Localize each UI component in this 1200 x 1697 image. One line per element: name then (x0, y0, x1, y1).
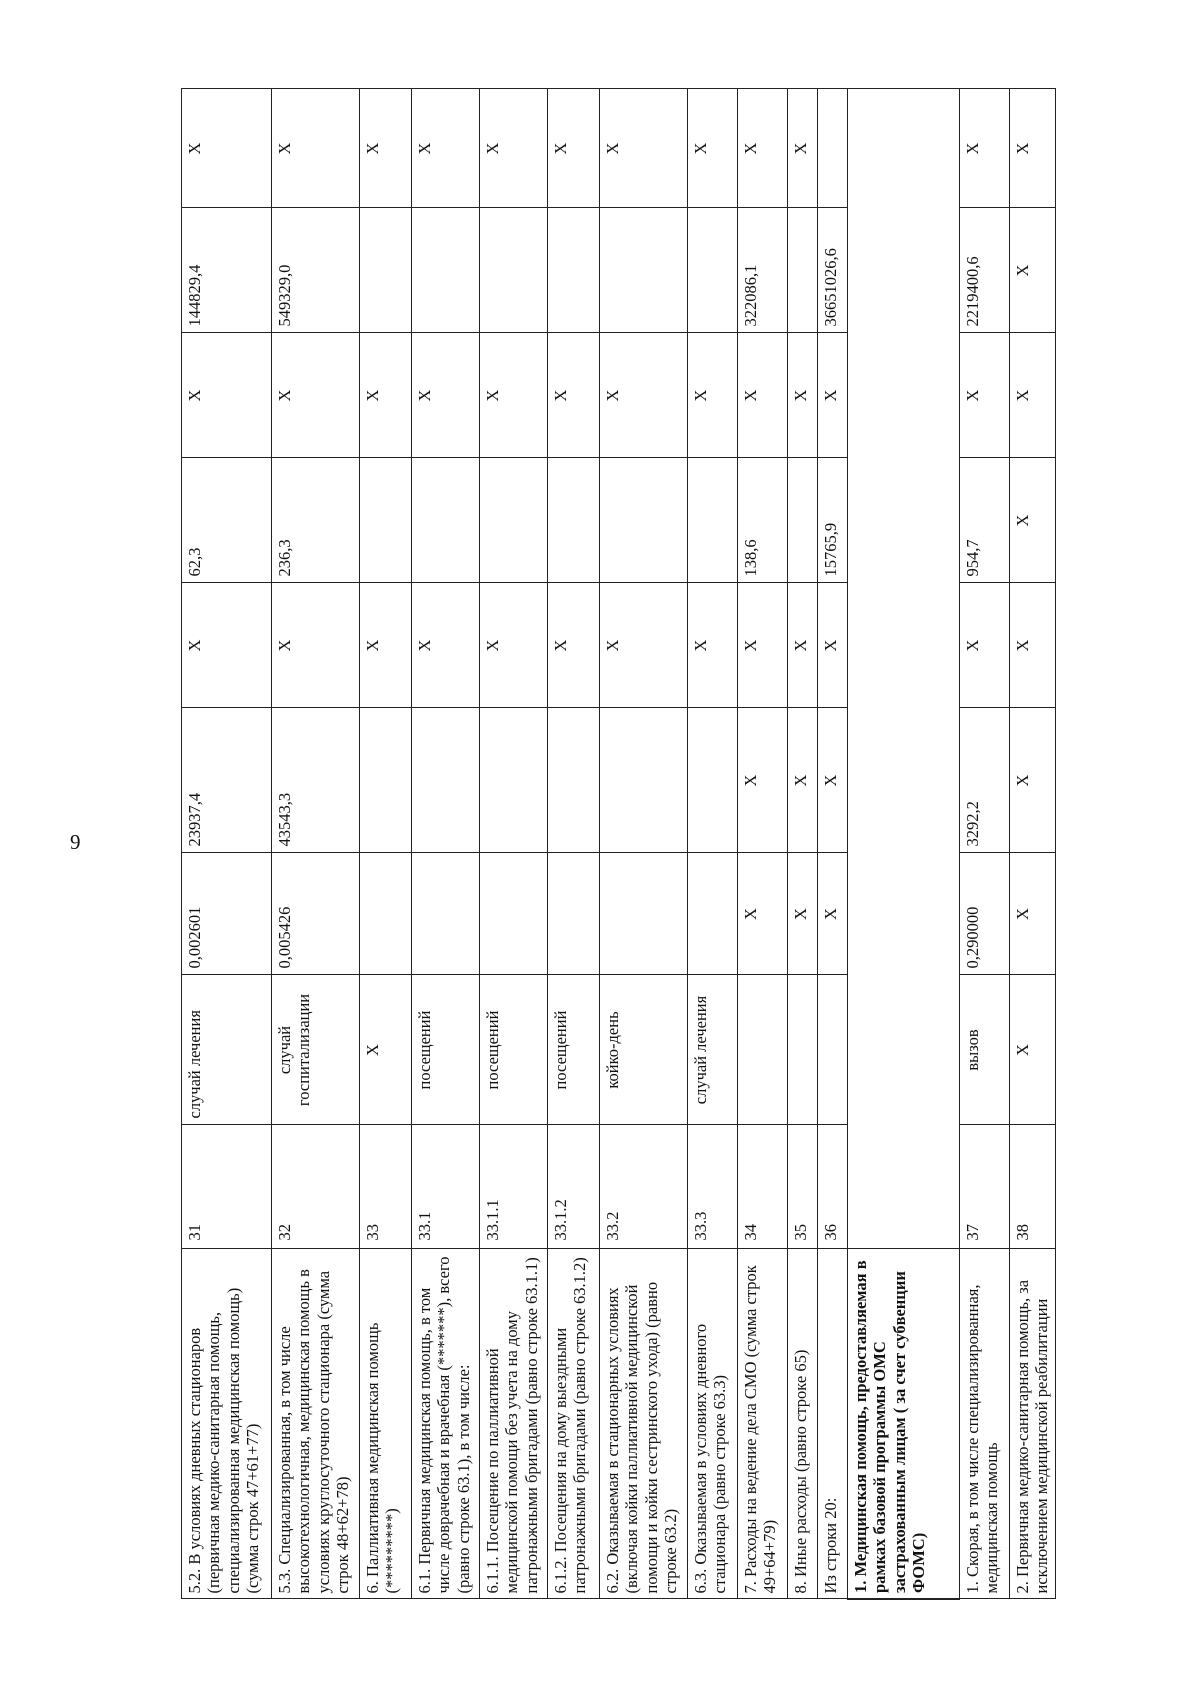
value-cell: Х (548, 333, 600, 458)
value-cell: Х (960, 89, 1010, 208)
row-number: 33.1.2 (548, 1125, 600, 1249)
value-cell: Х (360, 89, 412, 208)
row-number: 34 (738, 1125, 788, 1249)
table-row (1010, 89, 1056, 1599)
value-cell: 36651026,6 (818, 208, 848, 333)
value-cell: Х (960, 333, 1010, 458)
unit-cell: койко-день (600, 975, 688, 1125)
section-header-spacer (848, 89, 960, 1249)
row-label: 6.3. Оказываемая в условиях дневного стационара (равно строке 63.3) (688, 1249, 738, 1599)
table-row (360, 89, 412, 1599)
cost-cell (412, 708, 480, 853)
table-row (788, 89, 818, 1599)
table-row (480, 89, 548, 1599)
value-cell (688, 208, 738, 333)
section-header: 1. Медицинская помощь, предоставляемая в рамках базовой программы ОМС застрахованным лицам ( за счет субвенции ФОМС) (848, 1249, 960, 1599)
section-header-row (848, 89, 960, 1599)
value-cell (788, 458, 818, 583)
cost-cell: Х (818, 708, 848, 853)
value-cell: 322086,1 (738, 208, 788, 333)
cost-cell (688, 708, 738, 853)
value-cell: 15765,9 (818, 458, 848, 583)
value-cell (548, 458, 600, 583)
table-row (412, 89, 480, 1599)
row-label: 1. Скорая, в том числе специализированная, медицинская помощь (960, 1249, 1010, 1599)
value-cell (548, 208, 600, 333)
cost-cell (600, 708, 688, 853)
row-number: 33.1 (412, 1125, 480, 1249)
value-cell: Х (412, 583, 480, 708)
row-label: 5.3. Специализированная, в том числе высокотехнологичная, медицинская помощь в условиях круглосуточного стационара (сумма строк 48+62+78) (272, 1249, 360, 1599)
rotated-table-container (181, 90, 1051, 1600)
unit-cell (788, 975, 818, 1125)
row-number: 33.2 (600, 1125, 688, 1249)
table-row (738, 89, 788, 1599)
norm-cell: 0,290000 (960, 853, 1010, 975)
row-number: 36 (818, 1125, 848, 1249)
value-cell: Х (182, 333, 272, 458)
value-cell: Х (548, 583, 600, 708)
norm-cell (600, 853, 688, 975)
table-row (600, 89, 688, 1599)
table-row (272, 89, 360, 1599)
value-cell: 62,3 (182, 458, 272, 583)
unit-cell: посещений (412, 975, 480, 1125)
table-row (960, 89, 1010, 1599)
cost-cell: Х (788, 708, 818, 853)
row-label: 6.1. Первичная медицинская помощь, в том числе доврачебная и врачебная (*******), всего (равно строке 63.1), в том числе: (412, 1249, 480, 1599)
value-cell: Х (818, 583, 848, 708)
norm-cell (412, 853, 480, 975)
norm-cell (688, 853, 738, 975)
value-cell: Х (1010, 208, 1056, 333)
row-label: 6.1.1. Посещение по паллиативной медицинской помощи без учета на дому патронажными бригадами (равно строке 63.1.1) (480, 1249, 548, 1599)
value-cell (688, 458, 738, 583)
unit-cell: вызов (960, 975, 1010, 1125)
value-cell: Х (412, 333, 480, 458)
value-cell: Х (480, 333, 548, 458)
value-cell: Х (272, 333, 360, 458)
cost-cell (548, 708, 600, 853)
value-cell: Х (412, 89, 480, 208)
value-cell (412, 208, 480, 333)
table-row (818, 89, 848, 1599)
value-cell (360, 208, 412, 333)
row-number: 31 (182, 1125, 272, 1249)
row-number: 33 (360, 1125, 412, 1249)
value-cell (788, 208, 818, 333)
norm-cell (360, 853, 412, 975)
norm-cell: Х (738, 853, 788, 975)
row-number: 38 (1010, 1125, 1056, 1249)
value-cell (412, 458, 480, 583)
value-cell: Х (738, 89, 788, 208)
page-number: 9 (70, 830, 81, 854)
value-cell: 2219400,6 (960, 208, 1010, 333)
unit-cell: посещений (548, 975, 600, 1125)
value-cell: Х (548, 89, 600, 208)
value-cell: Х (738, 333, 788, 458)
value-cell: Х (182, 89, 272, 208)
unit-cell (738, 975, 788, 1125)
value-cell: 954,7 (960, 458, 1010, 583)
row-label: Из строки 20: (818, 1249, 848, 1599)
value-cell: Х (960, 583, 1010, 708)
unit-cell: Х (1010, 975, 1056, 1125)
cost-cell: Х (1010, 708, 1056, 853)
row-label: 7. Расходы на ведение дела СМО (сумма строк 49+64+79) (738, 1249, 788, 1599)
unit-cell: случай госпитализации (272, 975, 360, 1125)
value-cell: Х (788, 89, 818, 208)
cost-cell: 43543,3 (272, 708, 360, 853)
value-cell: Х (788, 583, 818, 708)
norm-cell (548, 853, 600, 975)
value-cell (480, 208, 548, 333)
financial-table (181, 89, 1056, 1601)
value-cell: Х (688, 333, 738, 458)
row-label: 6. Паллиативная медицинская помощь (*********) (360, 1249, 412, 1599)
value-cell: Х (600, 333, 688, 458)
unit-cell: Х (360, 975, 412, 1125)
row-number: 33.3 (688, 1125, 738, 1249)
value-cell: 236,3 (272, 458, 360, 583)
value-cell: 144829,4 (182, 208, 272, 333)
norm-cell: Х (818, 853, 848, 975)
norm-cell: Х (788, 853, 818, 975)
cost-cell (360, 708, 412, 853)
row-label: 6.1.2. Посещения на дому выездными патронажными бригадами (равно строке 63.1.2) (548, 1249, 600, 1599)
cost-cell (480, 708, 548, 853)
norm-cell: 0,002601 (182, 853, 272, 975)
value-cell: Х (600, 583, 688, 708)
value-cell: 138,6 (738, 458, 788, 583)
table-row (688, 89, 738, 1599)
value-cell: Х (1010, 333, 1056, 458)
value-cell: Х (182, 583, 272, 708)
row-label: 8. Иные расходы (равно строке 65) (788, 1249, 818, 1599)
value-cell (360, 458, 412, 583)
row-number: 35 (788, 1125, 818, 1249)
norm-cell (480, 853, 548, 975)
cost-cell: 3292,2 (960, 708, 1010, 853)
table-row (548, 89, 600, 1599)
value-cell: Х (1010, 89, 1056, 208)
value-cell: Х (1010, 458, 1056, 583)
norm-cell: Х (1010, 853, 1056, 975)
row-label: 2. Первичная медико-санитарная помощь, за исключением медицинской реабилитации (1010, 1249, 1056, 1599)
value-cell: Х (360, 583, 412, 708)
value-cell: Х (272, 89, 360, 208)
value-cell (600, 458, 688, 583)
row-number: 32 (272, 1125, 360, 1249)
value-cell: Х (480, 583, 548, 708)
norm-cell: 0,005426 (272, 853, 360, 975)
cost-cell: Х (738, 708, 788, 853)
table-row (182, 89, 272, 1599)
value-cell: Х (360, 333, 412, 458)
unit-cell: посещений (480, 975, 548, 1125)
value-cell: Х (818, 333, 848, 458)
cost-cell: 23937,4 (182, 708, 272, 853)
value-cell: Х (600, 89, 688, 208)
value-cell: Х (788, 333, 818, 458)
value-cell (600, 208, 688, 333)
unit-cell: случай лечения (182, 975, 272, 1125)
row-label: 6.2. Оказываемая в стационарных условиях (включая койки паллиативной медицинской помощи и койки сестринского ухода) (равно строке 63.2) (600, 1249, 688, 1599)
unit-cell (818, 975, 848, 1125)
value-cell: Х (480, 89, 548, 208)
value-cell: 549329,0 (272, 208, 360, 333)
value-cell (818, 89, 848, 208)
unit-cell: случай лечения (688, 975, 738, 1125)
row-label: 5.2. В условиях дневных стационаров (первичная медико-санитарная помощь, специализированная медицинская помощь) (сумма строк 47+61+77) (182, 1249, 272, 1599)
value-cell (480, 458, 548, 583)
value-cell: Х (1010, 583, 1056, 708)
value-cell: Х (688, 89, 738, 208)
value-cell: Х (272, 583, 360, 708)
row-number: 33.1.1 (480, 1125, 548, 1249)
row-number: 37 (960, 1125, 1010, 1249)
value-cell: Х (738, 583, 788, 708)
value-cell: Х (688, 583, 738, 708)
